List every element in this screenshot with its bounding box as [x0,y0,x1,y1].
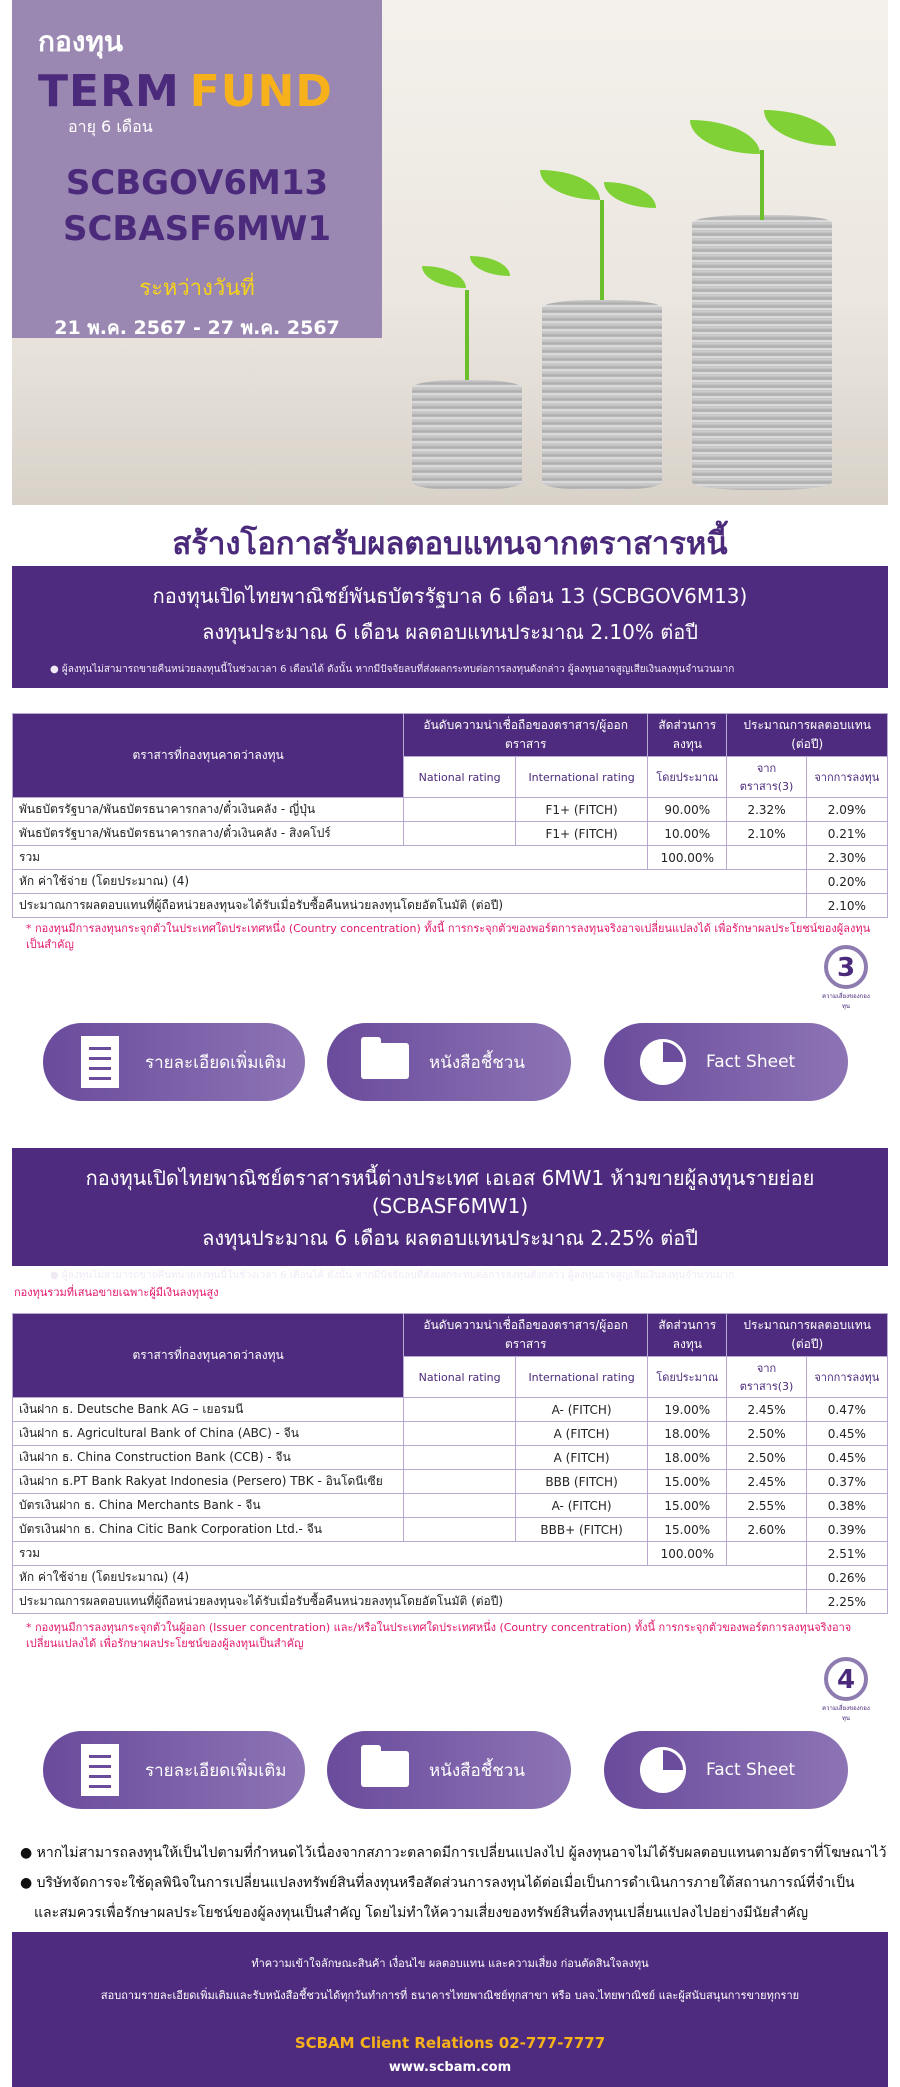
bullet-2: ● บริษัทจัดการจะใช้ดุลพินิจในการเปลี่ยนแปลงทรัพย์สินที่ลงทุนหรือสัดส่วนการลงทุนได้ต่อเมื่อเป็นการดำเนินการภายใต้สถานการณ์ที่จำเป็น [20,1875,855,1891]
total-return: 2.30% [806,846,887,870]
footer [12,1932,888,2087]
cell-national [404,1422,516,1446]
fund1-note: ● ผู้ลงทุนไม่สามารถขายคืนหน่วยลงทุนนี้ในช่วงเวลา 6 เดือนได้ ดังนั้น หากมีปัจจัยลบที่ส่งผลกระทบต่อการลงทุนดังกล่าว ผู้ลงทุนอาจสูญเสียเงินลงทุนจำนวนมาก [50,664,735,675]
cell-proportion: 15.00% [648,1518,727,1542]
table-row [13,1494,888,1518]
hero-code-2: SCBASF6MW1 [62,209,332,249]
hero-between: ระหว่างวันที่ [139,276,255,301]
net-value: 2.10% [806,894,887,918]
cell-national [404,1494,516,1518]
th-proportion: สัดส่วนการลงทุน [648,1314,727,1357]
fund1-table [12,713,888,918]
cell-name: เงินฝาก ธ. Agricultural Bank of China (ABC) - จีน [13,1422,404,1446]
th-national: National rating [404,1357,516,1398]
cell-international: A- (FITCH) [516,1494,648,1518]
cell-international: BBB+ (FITCH) [516,1518,648,1542]
cell-return-instrument: 2.45% [727,1470,806,1494]
cell-national [404,1470,516,1494]
fee-label: หัก ค่าใช้จ่าย (โดยประมาณ) (4) [13,870,807,894]
net-label: ประมาณการผลตอบแทนที่ผู้ถือหน่วยลงทุนจะได้รับเมื่อรับซื้อคืนหน่วยลงทุนโดยอัตโนมัติ (ต่อปี) [13,894,807,918]
cell-return-investment: 0.45% [806,1446,887,1470]
th-rating: อันดับความน่าเชื่อถือของตราสาร/ผู้ออกตราสาร [404,714,648,757]
cell-name: บัตรเงินฝาก ธ. China Merchants Bank - จีน [13,1494,404,1518]
cell-international: F1+ (FITCH) [516,822,648,846]
hero-term-fund [38,66,356,117]
cell-return-investment: 0.21% [806,822,887,846]
cell-international: F1+ (FITCH) [516,798,648,822]
fund2-footnote: * กองทุนมีการลงทุนกระจุกตัวในผู้ออก (Issuer concentration) และ/หรือในประเทศใดประเทศหนึ่ง (Country concentration) ทั้งนี้ การกระจุกตัวของพอร์ตการลงทุนจริงอาจเปลี่ยนแปลงได้ เพื่อรักษาผลประโยชน์ของผู้ลงทุนเป็นสำคัญ [26,1621,852,1650]
th-rating: อันดับความน่าเชื่อถือของตราสาร/ผู้ออกตราสาร [404,1314,648,1357]
details-button-1[interactable] [43,1023,305,1101]
folder-icon [361,1037,411,1087]
factsheet-button-2[interactable] [604,1731,848,1809]
cell-name: พันธบัตรรัฐบาล/พันธบัตรธนาคารกลาง/ตั๋วเงินคลัง - สิงคโปร์ [13,822,404,846]
factsheet-button-1[interactable] [604,1023,848,1101]
cell-return-instrument: 2.50% [727,1446,806,1470]
cell-name: เงินฝาก ธ.PT Bank Rakyat Indonesia (Persero) TBK - อินโดนีเซีย [13,1470,404,1494]
disclaimer-bullets [20,1838,890,1928]
fund2-title: กองทุนเปิดไทยพาณิชย์ตราสารหนี้ต่างประเทศ เอเอส 6MW1 ห้ามขายผู้ลงทุนรายย่อย (SCBASF6MW1) [85,1166,815,1218]
fund1-header-band [12,566,888,688]
footer-line-2: สอบถามรายละเอียดเพิ่มเติมและรับหนังสือชี้ชวนได้ทุกวันทำการที่ ธนาคารไทยพาณิชย์ทุกสาขา หรือ บลจ.ไทยพาณิชย์ และผู้สนับสนุนการขายทุกราย [100,1989,800,2002]
document-icon [77,1745,127,1795]
fund2-note: ● ผู้ลงทุนไม่สามารถขายคืนหน่วยลงทุนนี้ในช่วงเวลา 6 เดือนได้ ดังนั้น หากมีปัจจัยลบที่ส่งผลกระทบต่อการลงทุนดังกล่าว ผู้ลงทุนอาจสูญเสียเงินลงทุนจำนวนมาก [50,1270,735,1281]
total-return: 2.51% [806,1542,887,1566]
risk-caption: ความเสี่ยงของกองทุน [822,993,870,1010]
net-label: ประมาณการผลตอบแทนที่ผู้ถือหน่วยลงทุนจะได้รับเมื่อรับซื้อคืนหน่วยลงทุนโดยอัตโนมัติ (ต่อปี) [13,1590,807,1614]
cell-return-instrument: 2.55% [727,1494,806,1518]
factsheet-label: Fact Sheet [706,1760,796,1780]
fund1-subtitle: ลงทุนประมาณ 6 เดือน ผลตอบแทนประมาณ 2.10% ต่อปี [202,620,698,644]
th-from-investment: จากการลงทุน [806,757,887,798]
th-proportion-sub: โดยประมาณ [648,1357,727,1398]
hero-dates: 21 พ.ค. 2567 - 27 พ.ค. 2567 [54,317,340,339]
pie-chart-icon [638,1745,688,1795]
details-button-2[interactable] [43,1731,305,1809]
cell-proportion: 15.00% [648,1470,727,1494]
total-row [13,846,888,870]
fund2-table [12,1313,888,1614]
th-instrument: ตราสารที่กองทุนคาดว่าลงทุน [13,1314,404,1398]
th-from-investment: จากการลงทุน [806,1357,887,1398]
net-row [13,1590,888,1614]
cell-name: พันธบัตรรัฐบาล/พันธบัตรธนาคารกลาง/ตั๋วเงินคลัง - ญี่ปุ่น [13,798,404,822]
prospectus-button-2[interactable] [327,1731,571,1809]
table-row [13,1518,888,1542]
th-international: International rating [516,1357,648,1398]
hero-fund-label: กองทุน [38,25,124,58]
cell-proportion: 15.00% [648,1494,727,1518]
cell-return-instrument: 2.32% [727,798,806,822]
folder-icon [361,1745,411,1795]
footer-line-1: ทำความเข้าใจลักษณะสินค้า เงื่อนไข ผลตอบแทน และความเสี่ยง ก่อนตัดสินใจลงทุน [251,1957,649,1970]
cell-name: เงินฝาก ธ. Deutsche Bank AG – เยอรมนี [13,1398,404,1422]
fund1-risk-badge [820,945,872,1010]
cell-national [404,1518,516,1542]
cell-proportion: 19.00% [648,1398,727,1422]
fund2-header-band [12,1148,888,1281]
cell-return-investment: 0.45% [806,1422,887,1446]
cell-national [404,822,516,846]
prospectus-label: หนังสือชี้ชวน [429,1760,525,1781]
cell-proportion: 90.00% [648,798,727,822]
th-instrument: ตราสารที่กองทุนคาดว่าลงทุน [13,714,404,798]
cell-return-investment: 0.47% [806,1398,887,1422]
th-proportion: สัดส่วนการลงทุน [648,714,727,757]
cell-international: A (FITCH) [516,1422,648,1446]
cell-return-investment: 2.09% [806,798,887,822]
th-national: National rating [404,757,516,798]
table-row [13,1422,888,1446]
cell-national [404,798,516,822]
th-from-instrument: จากตราสาร(3) [727,1357,806,1398]
fund1-title: กองทุนเปิดไทยพาณิชย์พันธบัตรรัฐบาล 6 เดือน 13 (SCBGOV6M13) [152,584,748,608]
footer-contact: SCBAM Client Relations 02-777-7777 [294,2034,606,2052]
fee-row [13,870,888,894]
cell-return-investment: 0.39% [806,1518,887,1542]
risk-level: 4 [824,1657,868,1701]
table-row [13,1470,888,1494]
cell-return-instrument: 2.45% [727,1398,806,1422]
cell-return-instrument: 2.50% [727,1422,806,1446]
coin-stacks-image [392,90,872,490]
cell-proportion: 18.00% [648,1446,727,1470]
footer-website[interactable]: www.scbam.com [388,2060,512,2075]
total-row [13,1542,888,1566]
total-proportion: 100.00% [648,846,727,870]
cell-national [404,1446,516,1470]
th-proportion-sub: โดยประมาณ [648,757,727,798]
table-row [13,1398,888,1422]
cell-international: A (FITCH) [516,1446,648,1470]
fee-value: 0.20% [806,870,887,894]
cell-return-instrument: 2.60% [727,1518,806,1542]
fund2-subtitle: ลงทุนประมาณ 6 เดือน ผลตอบแทนประมาณ 2.25% ต่อปี [202,1226,698,1250]
fund1-footnote: * กองทุนมีการลงทุนกระจุกตัวในประเทศใดประเทศหนึ่ง (Country concentration) ทั้งนี้ การกระจุกตัวของพอร์ตการลงทุนจริงอาจเปลี่ยนแปลงได้ เพื่อรักษาผลประโยชน์ของผู้ลงทุนเป็นสำคัญ [26,922,871,951]
pie-chart-icon [638,1037,688,1087]
cell-proportion: 18.00% [648,1422,727,1446]
total-label: รวม [13,1542,648,1566]
cell-proportion: 10.00% [648,822,727,846]
document-icon [77,1037,127,1087]
cell-international: A- (FITCH) [516,1398,648,1422]
hero-code-1: SCBGOV6M13 [65,163,329,203]
hero-age: อายุ 6 เดือน [68,117,153,136]
net-row [13,894,888,918]
fee-row [13,1566,888,1590]
hero-term: TERM [38,66,180,117]
hero-title-box [12,0,382,338]
th-from-instrument: จากตราสาร(3) [727,757,806,798]
cell-national [404,1398,516,1422]
details-label: รายละเอียดเพิ่มเติม [145,1052,287,1073]
hero-banner [12,0,888,505]
cell-international: BBB (FITCH) [516,1470,648,1494]
fee-label: หัก ค่าใช้จ่าย (โดยประมาณ) (4) [13,1566,807,1590]
fund2-risk-badge [820,1657,872,1722]
table-row [13,798,888,822]
prospectus-label: หนังสือชี้ชวน [429,1052,525,1073]
net-value: 2.25% [806,1590,887,1614]
cell-return-instrument: 2.10% [727,822,806,846]
hero-fund: FUND [189,66,333,117]
risk-caption: ความเสี่ยงของกองทุน [822,1705,870,1722]
bullet-1: ● หากไม่สามารถลงทุนให้เป็นไปตามที่กำหนดไว้เนื่องจากสภาวะตลาดมีการเปลี่ยนแปลงไป ผู้ลงทุนอาจไม่ได้รับผลตอบแทนตามอัตราที่โฆษณาไว้ [20,1845,887,1861]
tagline: สร้างโอกาสรับผลตอบแทนจากตราสารหนี้ [172,526,728,562]
total-proportion: 100.00% [648,1542,727,1566]
cell-return-investment: 0.37% [806,1470,887,1494]
hnw-note: กองทุนรวมที่เสนอขายเฉพาะผู้มีเงินลงทุนสูง [14,1286,219,1299]
table-row [13,822,888,846]
table-row [13,1446,888,1470]
risk-level: 3 [824,945,868,989]
total-label: รวม [13,846,648,870]
factsheet-label: Fact Sheet [706,1052,796,1072]
details-label: รายละเอียดเพิ่มเติม [145,1760,287,1781]
th-return: ประมาณการผลตอบแทน (ต่อปี) [727,714,888,757]
fee-value: 0.26% [806,1566,887,1590]
prospectus-button-1[interactable] [327,1023,571,1101]
cell-return-investment: 0.38% [806,1494,887,1518]
bullet-2-cont: และสมควรเพื่อรักษาผลประโยชน์ของผู้ลงทุนเป็นสำคัญ โดยไม่ทำให้ความเสี่ยงของทรัพย์สินที่ลงทุนเปลี่ยนแปลงไปอย่างมีนัยสำคัญ [34,1905,809,1921]
th-return: ประมาณการผลตอบแทน (ต่อปี) [727,1314,888,1357]
cell-name: เงินฝาก ธ. China Construction Bank (CCB) - จีน [13,1446,404,1470]
cell-name: บัตรเงินฝาก ธ. China Citic Bank Corporation Ltd.- จีน [13,1518,404,1542]
th-international: International rating [516,757,648,798]
